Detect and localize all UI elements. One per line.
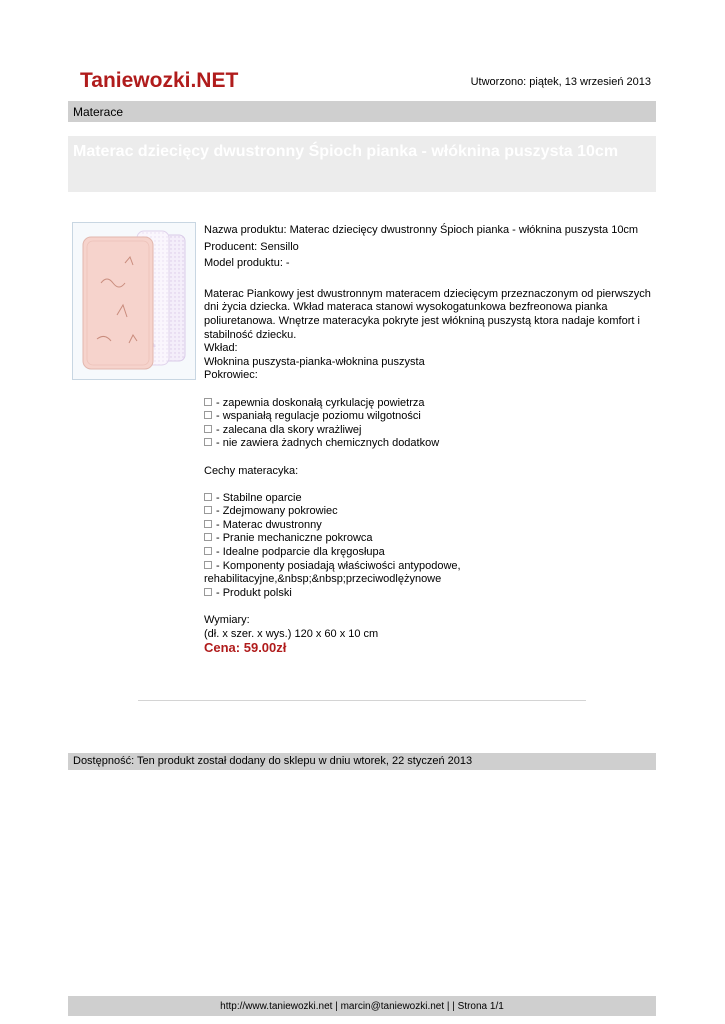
availability-bar	[68, 753, 656, 770]
square-icon	[204, 561, 212, 569]
page-footer	[68, 996, 656, 1016]
square-icon	[204, 520, 212, 528]
square-icon	[204, 533, 212, 541]
list-item: - Komponenty posiadają właściwości antypodowe,	[204, 560, 654, 574]
features-continuation: rehabilitacyjne,&nbsp;&nbsp;przeciwodlężynowe	[204, 573, 442, 586]
square-icon	[204, 547, 212, 555]
product-name-line: Nazwa produktu: Materac dziecięcy dwustronny Śpioch pianka - włóknina puszysta 10cm	[204, 224, 639, 236]
footer-text: http://www.taniewozki.net | marcin@taniewozki.net | | Strona 1/1	[220, 1001, 504, 1012]
availability-text: Dostępność: Ten produkt został dodany do sklepu w dniu wtorek, 22 styczeń 2013	[73, 755, 473, 767]
model-line: Model produktu: -	[204, 257, 290, 270]
created-date: Utworzono: piątek, 13 wrzesień 2013	[470, 76, 651, 88]
product-price: Cena: 59.00zł	[204, 640, 287, 656]
cover-label: Pokrowiec:	[204, 369, 258, 382]
list-item: - zalecana dla skory wrażliwej	[204, 424, 654, 438]
square-icon	[204, 438, 212, 446]
list-item: - nie zawiera żadnych chemicznych dodatkow	[204, 437, 654, 451]
mattress-image-icon	[73, 223, 195, 379]
product-title-box	[68, 136, 656, 192]
dimensions-label: Wymiary:	[204, 614, 250, 627]
square-icon	[204, 588, 212, 596]
list-item: - Idealne podparcie dla kręgosłupa	[204, 546, 654, 560]
square-icon	[204, 411, 212, 419]
site-logo[interactable]: Taniewozki.NET	[80, 69, 239, 92]
product-image	[72, 222, 196, 380]
square-icon	[204, 398, 212, 406]
list-item: - Zdejmowany pokrowiec	[204, 505, 654, 519]
product-title: Materac dziecięcy dwustronny Śpioch pianka - włóknina puszysta 10cm	[73, 143, 619, 160]
list-item: - Pranie mechaniczne pokrowca	[204, 532, 654, 546]
category-bar	[68, 101, 656, 122]
insert-value: Włoknina puszysta-pianka-włoknina puszysta	[204, 355, 425, 368]
divider	[138, 700, 586, 701]
insert-label: Wkład:	[204, 342, 238, 355]
producer-line: Producent: Sensillo	[204, 240, 299, 253]
dimensions-value: (dł. x szer. x wys.) 120 x 60 x 10 cm	[204, 627, 379, 640]
square-icon	[204, 425, 212, 433]
product-details	[204, 224, 654, 655]
square-icon	[204, 493, 212, 501]
list-item: - Produkt polski	[204, 587, 654, 601]
square-icon	[204, 506, 212, 514]
list-item: - Stabilne oparcie	[204, 492, 654, 506]
features-label: Cechy materacyka:	[204, 464, 299, 477]
list-item: - zapewnia doskonałą cyrkulację powietrza	[204, 397, 654, 411]
list-item: - Materac dwustronny	[204, 519, 654, 533]
category-label: Materace	[73, 105, 124, 119]
product-description: Materac Piankowy jest dwustronnym materacem dziecięcym przeznaczonym od pierwszych dni życia dziecka. Wkład materaca stanowi wysokogatunkowa bezfreonowa pianka poliuretanowa. Wnętrze materacyka pokryte jest włókniną puszystą ktora nadaje komfort i stabilność dziecku.	[204, 287, 651, 341]
list-item: - wspaniałą regulacje poziomu wilgotności	[204, 410, 654, 424]
